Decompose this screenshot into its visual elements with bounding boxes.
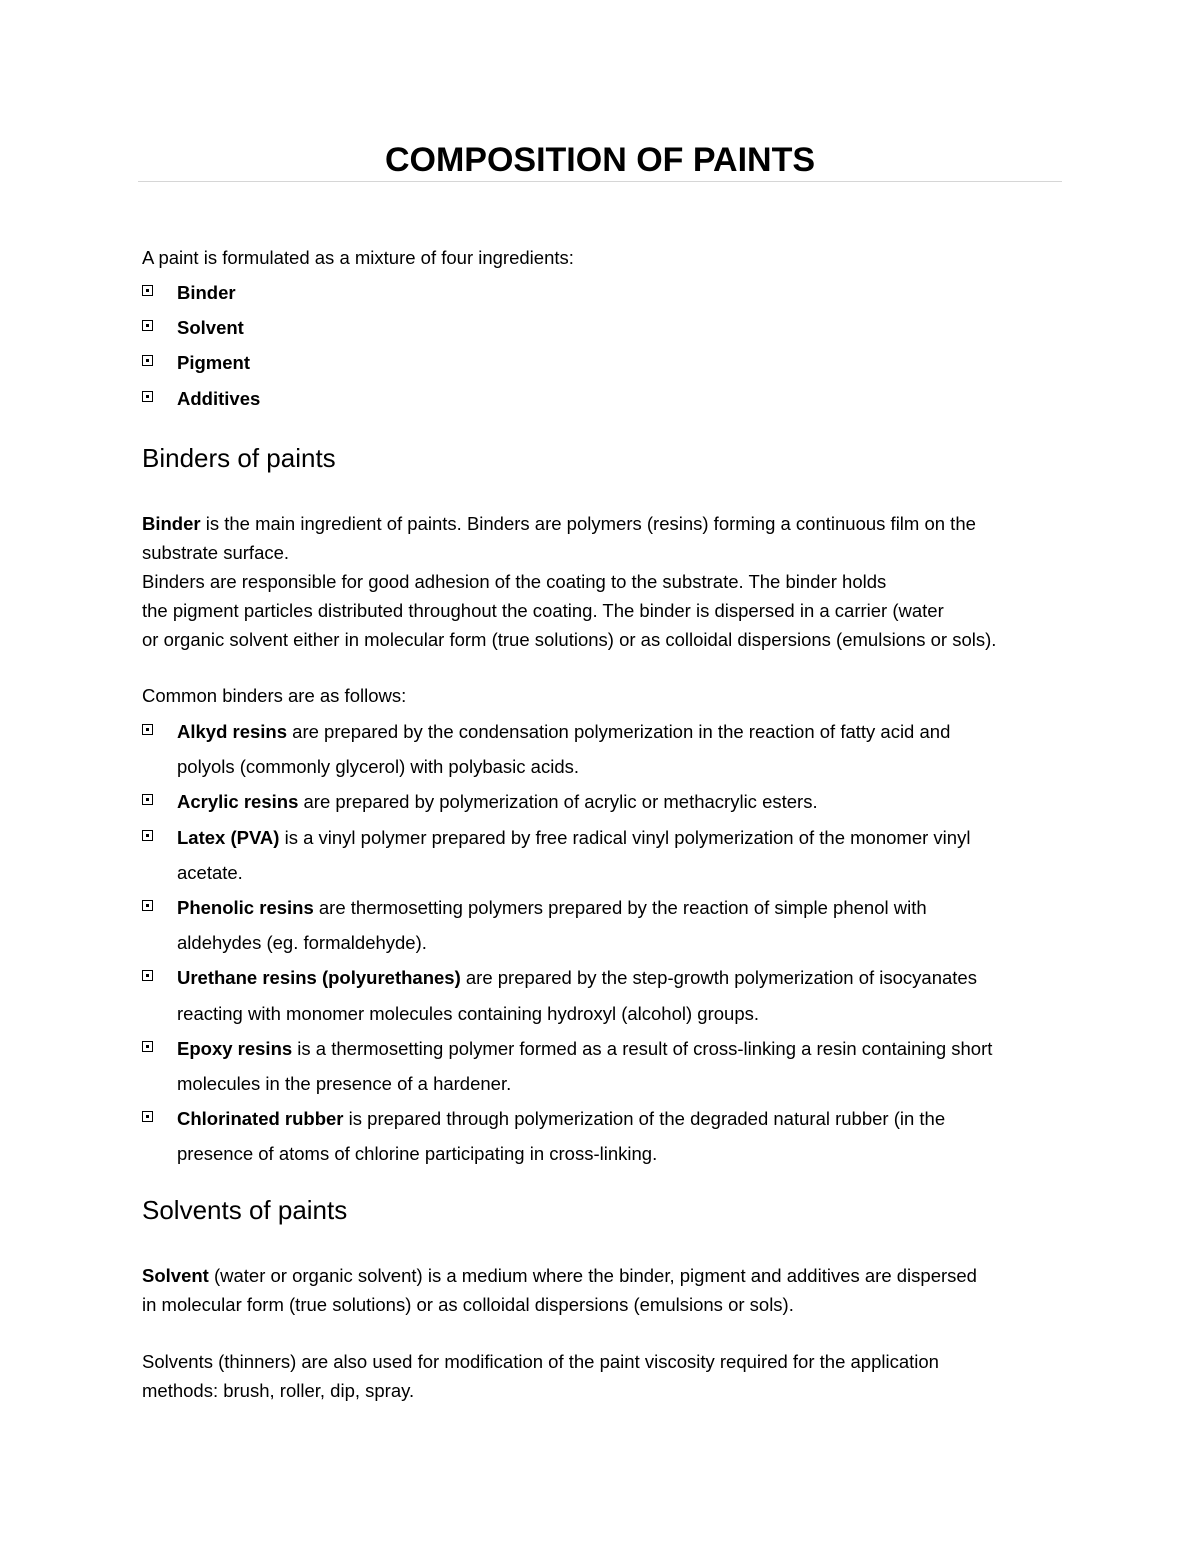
list-item [142,890,1072,960]
binder-term: Binder [142,513,201,534]
binder-type-description: is a thermosetting polymer formed as a result of cross-linking a resin containing short [292,1037,993,1059]
list-item [142,345,1072,380]
ingredient-label: Additives [177,387,261,409]
paragraph-line: (water or organic solvent) is a medium where the binder, pigment and additives are dispersed [208,1265,977,1286]
checkbox-bullet-icon [142,391,153,402]
list-item [142,275,1072,310]
checkbox-bullet-icon [142,1111,153,1122]
binder-type-term: Urethane resins (polyurethanes) [177,967,461,989]
binder-type-term: Chlorinated rubber [177,1108,344,1130]
checkbox-bullet-icon [142,724,153,735]
binder-type-term: Epoxy resins [177,1037,293,1059]
section-heading-solvents: Solvents of paints [142,1195,348,1225]
binder-type-term: Alkyd resins [177,721,288,742]
binder-type-description: polyols (commonly glycerol) with polybasic acids. [177,756,580,778]
list-item [142,1031,1072,1101]
solvent-term: Solvent [142,1265,209,1286]
binder-type-description: acetate. [177,861,243,883]
paragraph-line: is the main ingredient of paints. Binders are polymers (resins) forming a continuous film on the [200,513,976,534]
binder-type-description: is prepared through polymerization of the degraded natural rubber (in the [343,1108,946,1130]
binder-type-description: are prepared by polymerization of acrylic or methacrylic esters. [298,791,818,813]
binder-type-description: molecules in the presence of a hardener. [177,1073,512,1095]
ingredient-label: Pigment [177,352,250,374]
common-binders-intro: Common binders are as follows: [142,685,407,706]
binder-type-description: is a vinyl polymer prepared by free radical vinyl polymerization of the monomer vinyl [279,826,971,848]
binder-type-term: Phenolic resins [177,897,314,919]
paragraph-line: or organic solvent either in molecular form (true solutions) or as colloidal dispersions (emulsions or sols). [142,629,997,650]
list-item [142,784,1072,819]
binder-type-description: aldehydes (eg. formaldehyde). [177,932,427,954]
checkbox-bullet-icon [142,285,153,296]
page-title: COMPOSITION OF PAINTS [384,141,816,179]
list-item [142,820,1072,890]
binder-type-term: Latex (PVA) [177,826,280,848]
checkbox-bullet-icon [142,900,153,911]
list-item [142,310,1072,345]
ingredient-label: Binder [177,282,236,303]
checkbox-bullet-icon [142,794,153,805]
list-item [142,1101,1072,1171]
binder-paragraph [142,509,1072,654]
binder-type-description: presence of atoms of chlorine participating in cross-linking. [177,1143,658,1165]
ingredient-label: Solvent [177,317,244,339]
list-item [142,381,1072,416]
list-item [142,714,1072,784]
paragraph-line: in molecular form (true solutions) or as colloidal dispersions (emulsions or sols). [142,1294,794,1315]
checkbox-bullet-icon [142,355,153,366]
paragraph-line: Solvents (thinners) are also used for modification of the paint viscosity required for the application [142,1351,939,1372]
checkbox-bullet-icon [142,970,153,981]
checkbox-bullet-icon [142,1041,153,1052]
section-heading-binders: Binders of paints [142,443,336,473]
binder-type-description: are prepared by the condensation polymerization in the reaction of fatty acid and [287,721,951,742]
intro-text: A paint is formulated as a mixture of four ingredients: [142,247,574,268]
binder-type-description: are thermosetting polymers prepared by the reaction of simple phenol with [313,897,927,919]
thinners-paragraph [142,1347,1072,1405]
binder-type-description: are prepared by the step-growth polymerization of isocyanates [460,967,977,989]
paragraph-line: methods: brush, roller, dip, spray. [142,1380,415,1401]
paragraph-line: substrate surface. [142,542,290,563]
binder-type-term: Acrylic resins [177,791,299,813]
list-item [142,960,1072,1030]
binders-list [142,714,1072,1172]
paragraph-line: Binders are responsible for good adhesion of the coating to the substrate. The binder holds [142,571,887,592]
paragraph-line: the pigment particles distributed throughout the coating. The binder is dispersed in a carrier (water [142,600,944,621]
checkbox-bullet-icon [142,320,153,331]
title-divider [138,181,1062,182]
solvent-paragraph [142,1261,1072,1319]
binder-type-description: reacting with monomer molecules containing hydroxyl (alcohol) groups. [177,1002,760,1024]
ingredients-list [142,275,1072,416]
checkbox-bullet-icon [142,830,153,841]
